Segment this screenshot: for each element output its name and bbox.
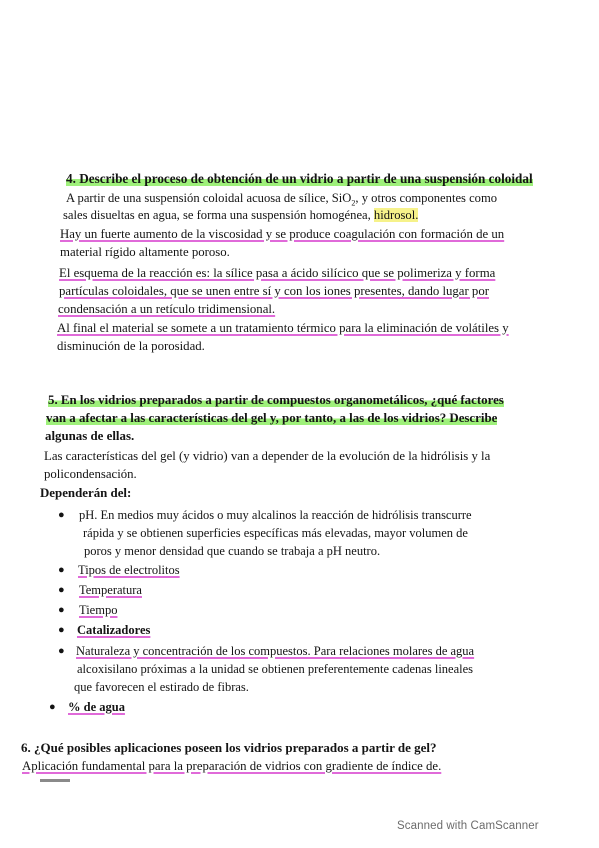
q4-title-text: 4. Describe el proceso de obtención de un vidrio a partir de una suspensión coloidal xyxy=(66,171,533,186)
bullet-dot: ● xyxy=(58,509,65,521)
q5-bullet-ph-3: poros y menor densidad que cuando se trabaja a pH neutro. xyxy=(84,544,381,558)
bullet-dot: ● xyxy=(58,645,65,657)
q5-bullet-ph-1: pH. En medios muy ácidos o muy alcalinos la reacción de hidrólisis transcurre xyxy=(79,508,472,522)
q5-bullet-catalizadores: Catalizadores xyxy=(77,623,151,637)
q4-line-2 xyxy=(63,207,418,224)
bullet-dot: ● xyxy=(58,604,65,616)
q4-line-1-sub: 2 xyxy=(351,198,356,208)
q4-line-6: partículas coloidales, que se unen entre sí y con los iones presentes, dando lugar por xyxy=(59,284,489,298)
q6-title: 6. ¿Qué posibles aplicaciones poseen los vidrios preparados a partir de gel? xyxy=(21,740,437,755)
q4-line-4: material rígido altamente poroso. xyxy=(60,245,230,259)
q4-line-3: Hay un fuerte aumento de la viscosidad y se produce coagulación con formación de un xyxy=(60,227,505,241)
q4-line-8: Al final el material se somete a un tratamiento térmico para la eliminación de volátiles y xyxy=(57,321,509,335)
q5-bullet-electrolitos: Tipos de electrolitos xyxy=(78,563,180,577)
q5-depend-heading: Dependerán del: xyxy=(40,486,132,500)
q5-title-2-text: van a afectar a las características del gel y, por tanto, a las de los vidrios? Describe xyxy=(46,411,498,425)
cutoff-mark xyxy=(40,779,70,782)
q5-title-2 xyxy=(46,410,497,427)
q4-title xyxy=(66,170,533,187)
q5-title-1-text: 5. En los vidrios preparados a partir de compuestos organometálicos, ¿qué factores xyxy=(48,393,504,407)
bullet-dot: ● xyxy=(58,564,65,576)
q5-title-3: algunas de ellas. xyxy=(45,429,135,443)
q5-bullet-temperatura: Temperatura xyxy=(79,583,142,597)
q5-bullet-naturaleza-2: alcoxisilano próximas a la unidad se obtienen preferentemente cadenas lineales xyxy=(77,662,474,676)
q5-bullet-naturaleza-1-text: Naturaleza y concentración de los compuestos. Para relaciones molares de agua xyxy=(76,644,475,658)
q4-hidrosol: hidrosol. xyxy=(373,208,419,222)
q5-bullet-ph-2: rápida y se obtienen superficies específicas más elevadas, mayor volumen de xyxy=(83,526,468,540)
q4-line-1-a: A partir de una suspensión coloidal acuosa de sílice, SiO xyxy=(66,191,352,205)
q5-title-1 xyxy=(48,392,504,409)
q4-line-5: El esquema de la reacción es: la sílice pasa a ácido silícico que se polimeriza y forma xyxy=(59,266,496,280)
q4-line-2-a: sales disueltas en agua, se forma una suspensión homogénea, xyxy=(63,208,374,222)
q5-para-1: Las características del gel (y vidrio) van a depender de la evolución de la hidrólisis y la xyxy=(44,449,491,463)
q6-line-1-text: Aplicación fundamental para la preparación de vidrios con gradiente de índice de. xyxy=(22,759,442,773)
q5-bullet-naturaleza-3: que favorecen el estirado de fibras. xyxy=(74,680,249,694)
q6-line-1 xyxy=(22,758,441,775)
q5-para-2: policondensación. xyxy=(44,467,137,481)
camscanner-watermark: Scanned with CamScanner xyxy=(397,820,539,832)
bullet-dot: ● xyxy=(58,584,65,596)
bullet-dot: ● xyxy=(58,624,65,636)
q4-line-9: disminución de la porosidad. xyxy=(57,339,205,353)
q5-bullet-naturaleza-1 xyxy=(76,643,474,660)
q4-line-7: condensación a un retículo tridimensional. xyxy=(58,302,276,316)
q5-bullet-agua: % de agua xyxy=(68,700,125,714)
q5-bullet-tiempo: Tiempo xyxy=(79,603,118,617)
q4-line-1-c: , y otros componentes como xyxy=(355,191,498,205)
bullet-dot: ● xyxy=(49,701,56,713)
